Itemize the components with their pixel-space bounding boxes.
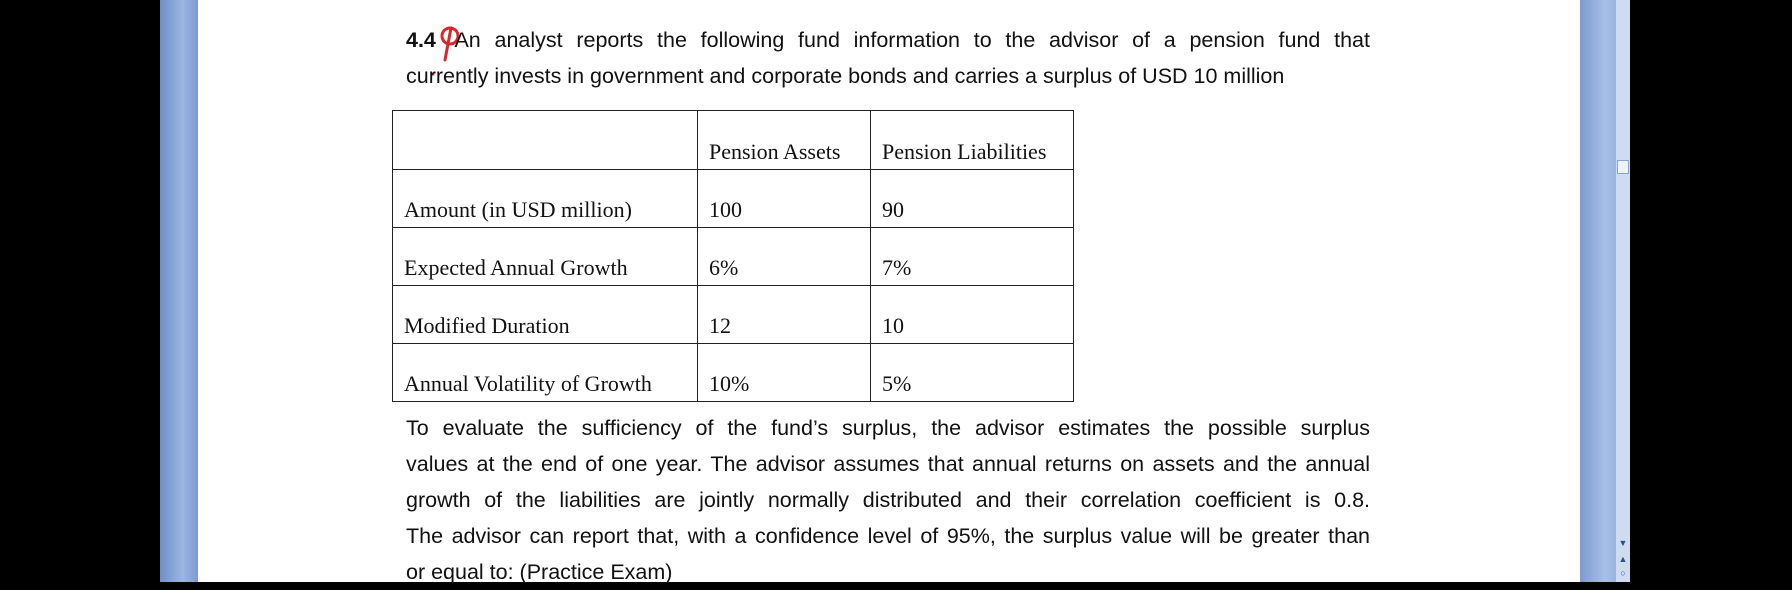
header-cell-pension-assets: Pension Assets (698, 111, 871, 170)
body-line-4: The advisor can report that, with a confidence level of 95%, the surplus value will be greater than (406, 524, 1370, 548)
row-label: Expected Annual Growth (393, 228, 698, 286)
question-number: 4.4 (406, 28, 436, 52)
row-label: Annual Volatility of Growth (393, 344, 698, 402)
header-cell-empty (393, 111, 698, 170)
browse-object-icon[interactable]: ○ (1620, 568, 1626, 578)
question-intro-line-2: currently invests in government and corporate bonds and carries a surplus of USD 10 million (406, 64, 1285, 88)
liabilities-value: 7% (871, 228, 1074, 286)
document-page (198, 0, 1580, 582)
scroll-down-arrow-icon[interactable]: ▼ (1618, 538, 1628, 548)
assets-value: 12 (698, 286, 871, 344)
assets-value: 100 (698, 170, 871, 228)
table-header-row (393, 111, 1074, 170)
question-intro-line-1: 4.4 An analyst reports the following fund information to the advisor of a pension fund that (406, 28, 1370, 52)
vertical-scrollbar[interactable] (1615, 0, 1630, 582)
liabilities-value: 10 (871, 286, 1074, 344)
row-label: Amount (in USD million) (393, 170, 698, 228)
header-cell-pension-liabilities: Pension Liabilities (871, 111, 1074, 170)
table-row (393, 286, 1074, 344)
body-line-2: values at the end of one year. The advisor assumes that annual returns on assets and the annual (406, 452, 1370, 476)
table-row (393, 228, 1074, 286)
scrollbar-thumb[interactable] (1617, 160, 1629, 174)
body-line-3: growth of the liabilities are jointly normally distributed and their correlation coefficient is 0.8. (406, 488, 1370, 512)
liabilities-value: 5% (871, 344, 1074, 402)
body-line-1: To evaluate the sufficiency of the fund’s surplus, the advisor estimates the possible surplus (406, 416, 1370, 440)
table-row (393, 170, 1074, 228)
left-window-frame (160, 0, 198, 582)
assets-value: 10% (698, 344, 871, 402)
body-line-5: or equal to: (Practice Exam) (406, 560, 673, 584)
table-row (393, 344, 1074, 402)
liabilities-value: 90 (871, 170, 1074, 228)
prev-page-icon[interactable]: ▲ (1618, 554, 1628, 564)
fund-info-table (392, 110, 1074, 402)
assets-value: 6% (698, 228, 871, 286)
row-label: Modified Duration (393, 286, 698, 344)
